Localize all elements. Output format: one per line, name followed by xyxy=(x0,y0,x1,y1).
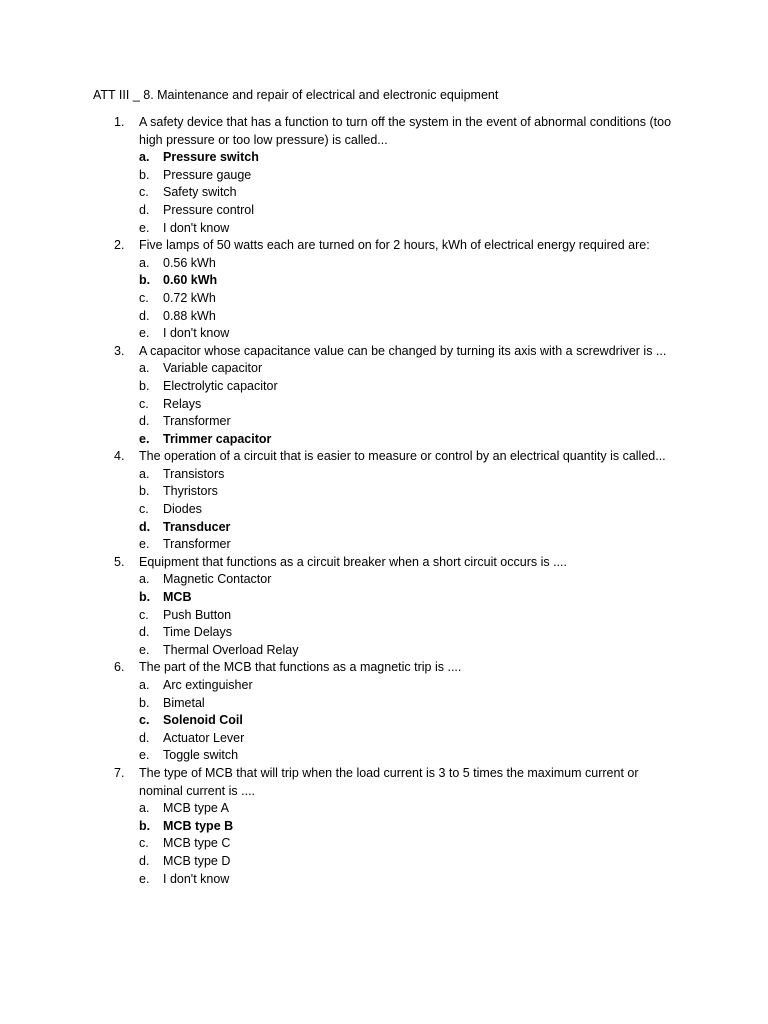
answer-option xyxy=(0,747,768,765)
option-text: Magnetic Contactor xyxy=(163,572,272,587)
answer-option xyxy=(0,378,768,396)
option-letter: b. xyxy=(139,378,150,393)
option-text: Transformer xyxy=(163,414,231,429)
question-text: A safety device that has a function to turn off the system in the event of abnormal conditions (too high pressure or too low pressure) is called... xyxy=(139,115,672,147)
answer-option xyxy=(0,853,768,871)
option-letter: d. xyxy=(139,519,151,534)
question-text: The operation of a circuit that is easier to measure or control by an electrical quantity is called... xyxy=(139,449,666,464)
option-text: Electrolytic capacitor xyxy=(163,378,278,393)
answer-option xyxy=(0,642,768,660)
answer-option xyxy=(0,483,768,501)
answer-option-highlighted xyxy=(0,818,768,836)
option-letter: a. xyxy=(139,572,150,587)
option-letter: d. xyxy=(139,202,150,217)
option-text: 0.72 kWh xyxy=(163,290,216,305)
option-letter: e. xyxy=(139,431,150,446)
answer-option xyxy=(0,871,768,889)
option-text: 0.56 kWh xyxy=(163,255,216,270)
option-letter: e. xyxy=(139,642,150,657)
option-letter: c. xyxy=(139,607,149,622)
answer-option xyxy=(0,220,768,238)
question-number: 4. xyxy=(114,449,125,464)
question-number: 3. xyxy=(114,343,125,358)
option-letter: e. xyxy=(139,537,150,552)
answer-option-highlighted xyxy=(0,519,768,537)
option-list xyxy=(0,255,768,343)
option-letter: a. xyxy=(139,255,150,270)
question-5 xyxy=(0,554,768,660)
option-list xyxy=(0,571,768,659)
answer-option xyxy=(0,571,768,589)
option-list xyxy=(0,466,768,554)
option-letter: b. xyxy=(139,167,150,182)
question-2 xyxy=(0,237,768,343)
option-letter: b. xyxy=(139,590,151,605)
option-letter: a. xyxy=(139,361,150,376)
option-letter: a. xyxy=(139,801,150,816)
option-list xyxy=(0,677,768,765)
question-text: A capacitor whose capacitance value can be changed by turning its axis with a screwdriver is ... xyxy=(139,343,667,358)
answer-option xyxy=(0,413,768,431)
answer-option xyxy=(0,325,768,343)
option-text: MCB type C xyxy=(163,836,231,851)
question-text: Five lamps of 50 watts each are turned on for 2 hours, kWh of electrical energy required are: xyxy=(139,238,650,253)
option-text: Arc extinguisher xyxy=(163,678,253,692)
answer-option-highlighted xyxy=(0,712,768,730)
option-letter: e. xyxy=(139,220,150,235)
answer-option-highlighted xyxy=(0,589,768,607)
answer-option xyxy=(0,501,768,519)
option-text: Transducer xyxy=(163,519,231,534)
question-list xyxy=(0,114,768,888)
option-letter: c. xyxy=(139,290,149,305)
option-letter: a. xyxy=(139,150,150,165)
question-number: 2. xyxy=(114,238,125,253)
answer-option-highlighted xyxy=(0,149,768,167)
option-text: Thyristors xyxy=(163,484,218,499)
option-text: Thermal Overload Relay xyxy=(163,642,299,657)
option-letter: d. xyxy=(139,853,150,868)
option-letter: e. xyxy=(139,748,150,763)
option-letter: c. xyxy=(139,836,149,851)
option-text: Transistors xyxy=(163,466,225,481)
option-text: Diodes xyxy=(163,502,202,517)
answer-option xyxy=(0,730,768,748)
answer-option xyxy=(0,167,768,185)
option-text: MCB type A xyxy=(163,801,229,816)
option-text: I don't know xyxy=(163,871,230,886)
option-text: MCB type D xyxy=(163,853,231,868)
option-text: Pressure switch xyxy=(163,150,259,165)
document-title: ATT III _ 8. Maintenance and repair of electrical and electronic equipment xyxy=(93,88,499,102)
option-text: Toggle switch xyxy=(163,748,239,763)
answer-option-highlighted xyxy=(0,272,768,290)
answer-option xyxy=(0,624,768,642)
option-letter: d. xyxy=(139,414,150,429)
option-letter: d. xyxy=(139,625,150,640)
answer-option xyxy=(0,255,768,273)
question-6 xyxy=(0,659,768,765)
option-letter: e. xyxy=(139,326,150,341)
option-letter: b. xyxy=(139,695,150,710)
answer-option xyxy=(0,695,768,713)
option-text: Push Button xyxy=(163,607,232,622)
answer-option xyxy=(0,607,768,625)
option-letter: b. xyxy=(139,484,150,499)
option-text: 0.88 kWh xyxy=(163,308,216,323)
answer-option xyxy=(0,835,768,853)
question-number: 6. xyxy=(114,660,125,675)
answer-option xyxy=(0,800,768,818)
question-3 xyxy=(0,343,768,449)
option-letter: e. xyxy=(139,871,150,886)
option-text: Actuator Lever xyxy=(163,730,245,745)
option-text: Variable capacitor xyxy=(163,361,263,376)
answer-option xyxy=(0,396,768,414)
answer-option xyxy=(0,308,768,326)
option-letter: c. xyxy=(139,713,150,728)
option-letter: d. xyxy=(139,730,150,745)
option-letter: b. xyxy=(139,273,151,288)
option-text: Trimmer capacitor xyxy=(163,431,272,446)
question-number: 7. xyxy=(114,765,125,780)
option-text: I don't know xyxy=(163,220,230,235)
answer-option xyxy=(0,677,768,695)
question-text: The part of the MCB that functions as a magnetic trip is .... xyxy=(139,660,462,675)
answer-option xyxy=(0,360,768,378)
option-letter: a. xyxy=(139,466,150,481)
option-text: Pressure gauge xyxy=(163,167,252,182)
option-text: 0.60 kWh xyxy=(163,273,218,288)
answer-option xyxy=(0,202,768,220)
option-text: MCB type B xyxy=(163,818,234,833)
option-text: Bimetal xyxy=(163,695,205,710)
option-text: Solenoid Coil xyxy=(163,713,243,728)
question-4 xyxy=(0,448,768,554)
option-text: I don't know xyxy=(163,326,230,341)
question-text: The type of MCB that will trip when the load current is 3 to 5 times the maximum current or nominal current is .... xyxy=(139,765,639,798)
answer-option xyxy=(0,466,768,484)
answer-option xyxy=(0,184,768,202)
option-letter: c. xyxy=(139,185,149,200)
option-list xyxy=(0,149,768,237)
option-letter: c. xyxy=(139,502,149,517)
question-1 xyxy=(0,114,768,237)
option-text: Time Delays xyxy=(163,625,232,640)
question-text: Equipment that functions as a circuit breaker when a short circuit occurs is .... xyxy=(139,554,567,569)
question-number: 5. xyxy=(114,554,125,569)
option-letter: b. xyxy=(139,818,151,833)
option-letter: c. xyxy=(139,396,149,411)
option-text: Transformer xyxy=(163,537,231,552)
question-number: 1. xyxy=(114,115,125,129)
option-text: Relays xyxy=(163,396,202,411)
option-text: MCB xyxy=(163,590,192,605)
option-letter: a. xyxy=(139,678,150,692)
option-list xyxy=(0,800,768,888)
answer-option xyxy=(0,290,768,308)
option-letter: d. xyxy=(139,308,150,323)
answer-option xyxy=(0,536,768,554)
option-list xyxy=(0,360,768,448)
option-text: Pressure control xyxy=(163,202,255,217)
question-7 xyxy=(0,765,768,888)
answer-option-highlighted xyxy=(0,431,768,449)
option-text: Safety switch xyxy=(163,185,237,200)
